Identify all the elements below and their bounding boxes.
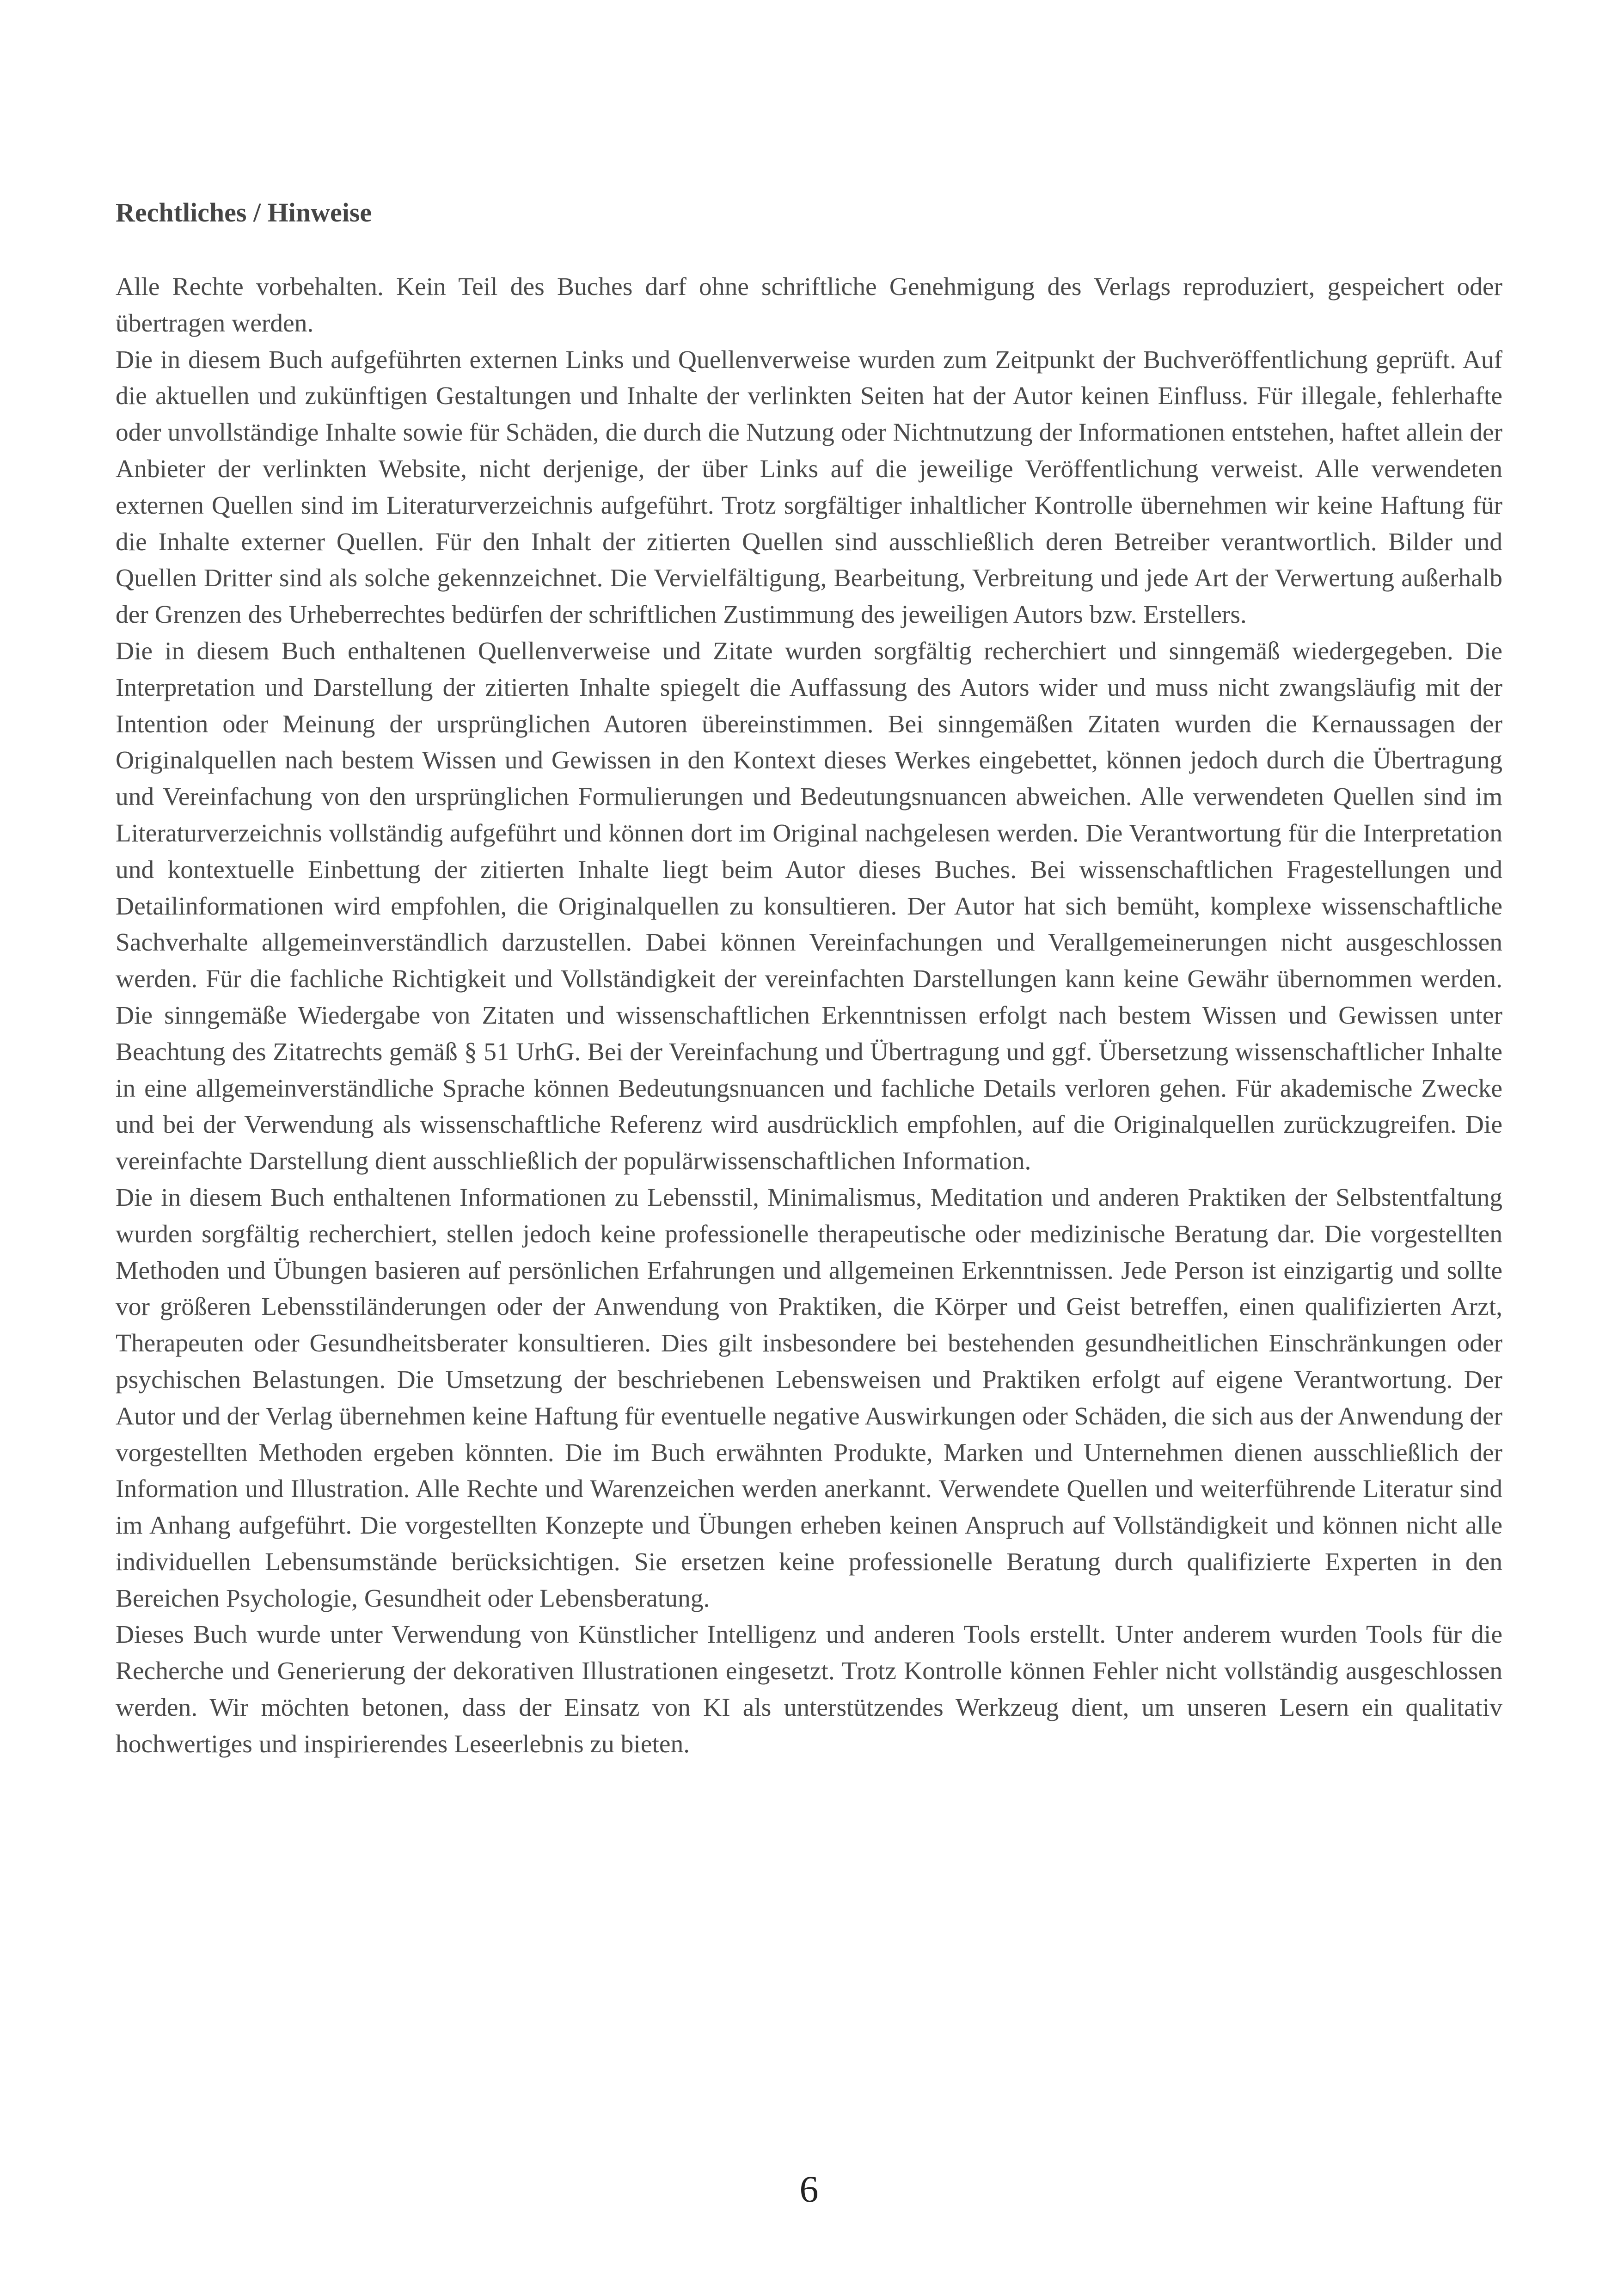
paragraph-health-disclaimer: Die in diesem Buch enthaltenen Informationen zu Lebensstil, Minimalismus, Meditation und anderen Praktiken der Selbstentfaltung wurden sorgfältig recherchiert, stellen jedoch keine professionelle therapeutische oder medizinische Beratung dar. Die vorgestellten Methoden und Übungen basieren auf persönlichen Erfahrungen und allgemeinen Erkenntnissen. Jede Person ist einzigartig und sollte vor größeren Lebensstiländerungen oder der Anwendung von Praktiken, die Körper und Geist betreffen, einen qualifizierten Arzt, Therapeuten oder Gesundheitsberater konsultieren. Dies gilt insbesondere bei bestehenden gesundheitlichen Einschränkungen oder psychischen Belastungen. Die Umsetzung der beschriebenen Lebensweisen und Praktiken erfolgt auf eigene Verantwortung. Der Autor und der Verlag übernehmen keine Haftung für eventuelle negative Auswirkungen oder Schäden, die sich aus der Anwendung der vorgestellten Methoden ergeben könnten. Die im Buch erwähnten Produkte, Marken und Unternehmen dienen ausschließlich der Information und Illustration. Alle Rechte und Warenzeichen werden anerkannt. Verwendete Quellen und weiterführende Literatur sind im Anhang aufgeführt. Die vorgestellten Konzepte und Übungen erheben keinen Anspruch auf Vollständigkeit und können nicht alle individuellen Lebensumstände berücksichtigen. Sie ersetzen keine professionelle Beratung durch qualifizierte Experten in den Bereichen Psychologie, Gesundheit oder Lebensberatung. — [116, 1183, 1502, 1613]
section-heading: Rechtliches / Hinweise — [116, 197, 372, 227]
paragraph-citations: Die in diesem Buch enthaltenen Quellenverweise und Zitate wurden sorgfältig recherchiert und sinngemäß wiedergegeben. Die Interpretation und Darstellung der zitierten Inhalte spiegelt die Auffassung des Autors wider und muss nicht zwangsläufig mit der Intention oder Meinung der ursprünglichen Autoren übereinstimmen. Bei sinngemäßen Zitaten wurden die Kernaussagen der Originalquellen nach bestem Wissen und Gewissen in den Kontext dieses Werkes eingebettet, können jedoch durch die Übertragung und Vereinfachung von den ursprünglichen Formulierungen und Bedeutungsnuancen abweichen. Alle verwendeten Quellen sind im Literaturverzeichnis vollständig aufgeführt und können dort im Original nachgelesen werden. Die Verantwortung für die Interpretation und kontextuelle Einbettung der zitierten Inhalte liegt beim Autor dieses Buches. Bei wissenschaftlichen Fragestellungen und Detailinformationen wird empfohlen, die Originalquellen zu konsultieren. Der Autor hat sich bemüht, komplexe wissenschaftliche Sachverhalte allgemeinverständlich darzustellen. Dabei können Vereinfachungen und Verallgemeinerungen nicht ausgeschlossen werden. Für die fachliche Richtigkeit und Vollständigkeit der vereinfachten Darstellungen kann keine Gewähr übernommen werden. Die sinngemäße Wiedergabe von Zitaten und wissenschaftlichen Erkenntnissen erfolgt nach bestem Wissen und Gewissen unter Beachtung des Zitatrechts gemäß § 51 UrhG. Bei der Vereinfachung und Übertragung und ggf. Übersetzung wissenschaftlicher Inhalte in eine allgemeinverständliche Sprache können Bedeutungsnuancen und fachliche Details verloren gehen. Für akademische Zwecke und bei der Verwendung als wissenschaftliche Referenz wird ausdrücklich empfohlen, auf die Originalquellen zurückzugreifen. Die vereinfachte Darstellung dient ausschließlich der populärwissenschaftlichen Information. — [116, 637, 1502, 1176]
paragraph-ai-notice: Dieses Buch wurde unter Verwendung von Künstlicher Intelligenz und anderen Tools erstellt. Unter anderem wurden Tools für die Recherche und Generierung der dekorativen Illustrationen eingesetzt. Trotz Kontrolle können Fehler nicht vollständig ausgeschlossen werden. Wir möchten betonen, dass der Einsatz von KI als unterstützendes Werkzeug dient, um unseren Lesern ein qualitativ hochwertiges und inspirierendes Leseerlebnis zu bieten. — [116, 1621, 1502, 1758]
page-number: 6 — [799, 2168, 819, 2210]
paragraph-copyright: Alle Rechte vorbehalten. Kein Teil des Buches darf ohne schriftliche Genehmigung des Verlags reproduziert, gespeichert oder übertragen werden. — [116, 273, 1502, 338]
paragraph-external-links: Die in diesem Buch aufgeführten externen Links und Quellenverweise wurden zum Zeitpunkt der Buchveröffentlichung geprüft. Auf die aktuellen und zukünftigen Gestaltungen und Inhalte der verlinkten Seiten hat der Autor keinen Einfluss. Für illegale, fehlerhafte oder unvollständige Inhalte sowie für Schäden, die durch die Nutzung oder Nichtnutzung der Informationen entstehen, haftet allein der Anbieter der verlinkten Website, nicht derjenige, der über Links auf die jeweilige Veröffentlichung verweist. Alle verwendeten externen Quellen sind im Literaturverzeichnis aufgeführt. Trotz sorgfältiger inhaltlicher Kontrolle übernehmen wir keine Haftung für die Inhalte externer Quellen. Für den Inhalt der zitierten Quellen sind ausschließlich deren Betreiber verantwortlich. Bilder und Quellen Dritter sind als solche gekennzeichnet. Die Vervielfältigung, Bearbeitung, Verbreitung und jede Art der Verwertung außerhalb der Grenzen des Urheberrechtes bedürfen der schriftlichen Zustimmung des jeweiligen Autors bzw. Erstellers. — [116, 345, 1502, 629]
document-page — [116, 194, 1502, 1763]
